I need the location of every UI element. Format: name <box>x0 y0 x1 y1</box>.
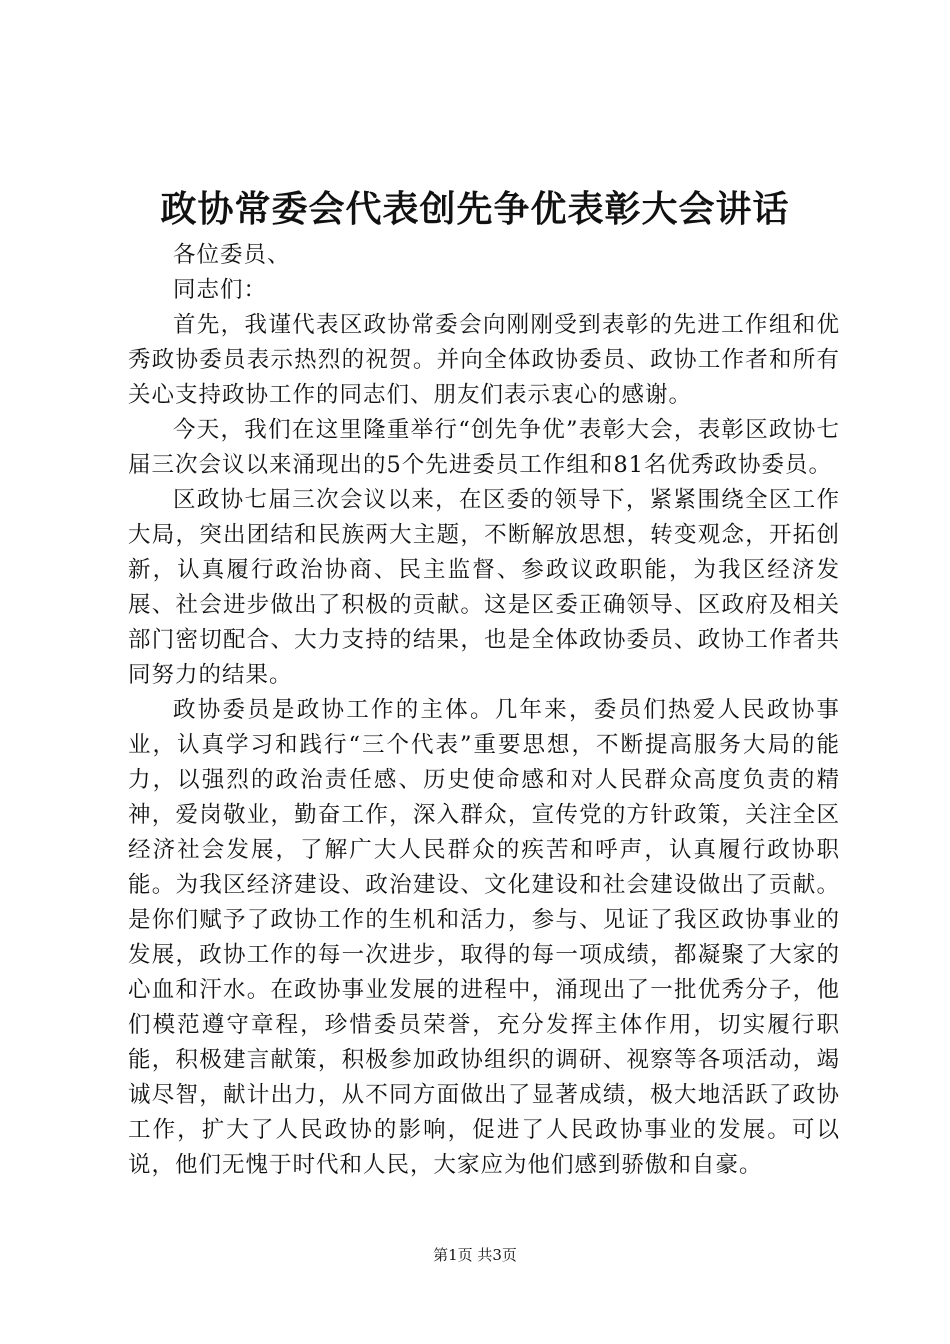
body-paragraph: 今天，我们在这里隆重举行“创先争优”表彰大会，表彰区政协七届三次会议以来涌现出的5个先进委员工作组和81名优秀政协委员。 <box>128 417 840 478</box>
body-paragraph: 区政协七届三次会议以来，在区委的领导下，紧紧围绕全区工作大局，突出团结和民族两大主题，不断解放思想，转变观念，开拓创新，认真履行政治协商、民主监督、参政议政职能，为我区经济发展、社会进步做出了积极的贡献。这是区委正确领导、区政府及相关部门密切配合、大力支持的结果，也是全体政协委员、政协工作者共同努力的结果。 <box>128 487 840 688</box>
body-paragraph: 首先，我谨代表区政协常委会向刚刚受到表彰的先进工作组和优秀政协委员表示热烈的祝贺。并向全体政协委员、政协工作者和所有关心支持政协工作的同志们、朋友们表示衷心的感谢。 <box>128 312 840 408</box>
document-title: 政协常委会代表创先争优表彰大会讲话 <box>160 188 790 230</box>
salutation-line: 同志们： <box>173 277 268 303</box>
salutation-line: 各位委员、 <box>173 242 291 268</box>
body-paragraph: 政协委员是政协工作的主体。几年来，委员们热爱人民政协事业，认真学习和践行“三个代表”重要思想，不断提高服务大局的能力，以强烈的政治责任感、历史使命感和对人民群众高度负责的精神，爱岗敬业，勤奋工作，深入群众，宣传党的方针政策，关注全区经济社会发展，了解广大人民群众的疾苦和呼声，认真履行政协职能。为我区经济建设、政治建设、文化建设和社会建设做出了贡献。是你们赋予了政协工作的生机和活力，参与、见证了我区政协事业的发展，政协工作的每一次进步，取得的每一项成绩，都凝聚了大家的心血和汗水。在政协事业发展的进程中，涌现出了一批优秀分子，他们模范遵守章程，珍惜委员荣誉，充分发挥主体作用，切实履行职能，积极建言献策，积极参加政协组织的调研、视察等各项活动，竭诚尽智，献计出力，从不同方面做出了显著成绩，极大地活跃了政协工作，扩大了人民政协的影响，促进了人民政协事业的发展。可以说，他们无愧于时代和人民，大家应为他们感到骄傲和自豪。 <box>128 697 840 1178</box>
document-body <box>128 238 840 1183</box>
page-footer: 第1页 共3页 <box>433 1246 517 1264</box>
